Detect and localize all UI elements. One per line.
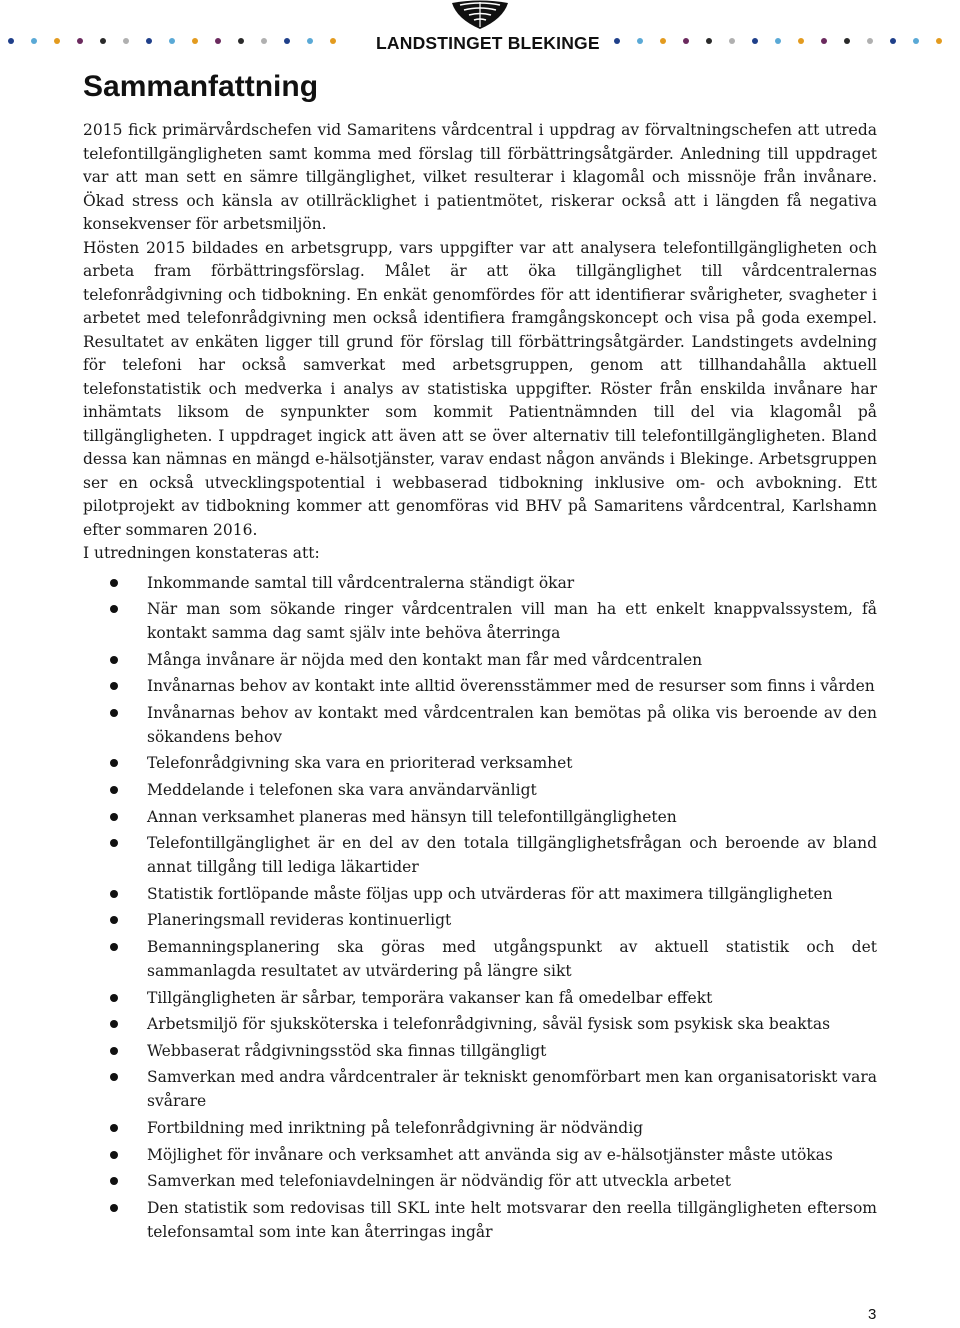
decorative-dots-left [0,38,360,50]
decorative-dot [936,38,942,44]
decorative-dot [123,38,129,44]
finding-item [83,1116,877,1140]
finding-item [83,1169,877,1193]
decorative-dot [330,38,336,44]
bullet-icon [110,1124,118,1132]
finding-text: Samverkan med andra vårdcentraler är tekniskt genomförbart men kan organisatoriskt vara svårare [147,1068,877,1111]
paragraph-work-group: Hösten 2015 bildades en arbetsgrupp, vars uppgifter var att analysera telefontillgängligheten och arbeta fram förbättringsförslag. Målet är att öka tillgänglighet till vårdcentralernas telefonrådgivning och tidbokning. En enkät genomfördes för att identifierar svårigheter, svagheter i arbetet med telefonrådgivning men också identifiera framgångskoncept och visa på goda exempel. Resultatet av enkäten ligger till grund för förslag till förbättringsåtgärder. Landstingets avdelning för telefoni har också samverkat med arbetsgruppen, genom att tillhandahålla aktuell telefonstatistik och medverka i analys av statistiska uppgifter. Röster från enskilda invånare har inhämtats liksom de synpunkter som kommit Patientnämnden till del via klagomål på tillgängligheten. I uppdraget ingick att även att se över alternativ till telefontillgängligheten. Bland dessa kan nämnas en mängd e-hälsotjänster, varav endast någon används i Blekinge. Arbetsgruppen ser en också utvecklingspotential i webbaserad tidbokning inklusive om- och avbokning. Ett pilotprojekt av tidbokning kommer att genomföras vid BHV på Samaritens vårdcentral, Karlshamn efter sommaren 2016. [83,238,877,539]
page-title: Sammanfattning [83,70,319,103]
decorative-dot [844,38,850,44]
paragraph-background: 2015 fick primärvårdschefen vid Samaritens vårdcentral i uppdrag av förvaltningschefen att utreda telefontillgängligheten samt komma med förslag till förbättringsåtgärder. Anledning till uppdraget var att man sett en sämre tillgänglighet, vilket resulterar i klagomål och missnöje från invånare. Ökad stress och känsla av otillräcklighet i patientmötet, riskerar också att i längden få negativa konsekvenser för arbetsmiljön. [83,121,877,233]
bullet-icon [110,1177,118,1185]
finding-text: Den statistik som redovisas till SKL inte helt motsvarar den reella tillgängligheten eftersom telefonsamtal som inte kan återringas ingår [147,1198,877,1241]
finding-text: Annan verksamhet planeras med hänsyn till telefontillgängligheten [147,807,677,826]
bullet-icon [110,1073,118,1081]
decorative-dot [77,38,83,44]
bullet-icon [110,1047,118,1055]
finding-text: Invånarnas behov av kontakt inte alltid överensstämmer med de resurser som finns i vården [147,677,875,696]
finding-item [83,935,877,983]
page-number: 3 [868,1306,877,1323]
bullet-icon [110,1151,118,1159]
decorative-dot [238,38,244,44]
decorative-dot [637,38,643,44]
decorative-dots-right [600,38,960,50]
ship-hull-logo-icon [450,0,510,30]
bullet-icon [110,605,118,613]
finding-text: Arbetsmiljö för sjuksköterska i telefonrådgivning, såväl fysisk som psykisk ska beaktas [147,1015,831,1034]
decorative-dot [8,38,14,44]
finding-item [83,1143,877,1167]
finding-text: Invånarnas behov av kontakt med vårdcentralen kan bemötas på olika vis beroende av den sökandens behov [147,703,877,746]
finding-text: Bemanningsplanering ska göras med utgångspunkt av aktuell statistik och det sammanlagda resultatet av utvärdering på längre sikt [147,938,877,981]
decorative-dot [146,38,152,44]
finding-item [83,597,877,645]
bullet-icon [110,813,118,821]
finding-item [83,986,877,1010]
organization-name: LANDSTINGET BLEKINGE [376,33,600,53]
bullet-icon [110,682,118,690]
decorative-dot [100,38,106,44]
document-body [83,119,877,1246]
finding-text: Tillgängligheten är sårbar, temporära vakanser kan få omedelbar effekt [147,988,713,1007]
decorative-dot [215,38,221,44]
finding-item [83,908,877,932]
finding-text: Planeringsmall revideras kontinuerligt [147,911,452,930]
decorative-dot [752,38,758,44]
finding-text: Många invånare är nöjda med den kontakt man får med vårdcentralen [147,650,703,669]
bullet-icon [110,1020,118,1028]
finding-item [83,831,877,879]
finding-text: Inkommande samtal till vårdcentralerna ständigt ökar [147,573,575,592]
finding-item [83,751,877,775]
decorative-dot [798,38,804,44]
decorative-dot [31,38,37,44]
decorative-dot [284,38,290,44]
finding-text: Meddelande i telefonen ska vara användarvänligt [147,781,537,800]
finding-item [83,571,877,595]
finding-text: Webbaserat rådgivningsstöd ska finnas tillgängligt [147,1041,547,1060]
page-header [0,0,960,60]
decorative-dot [261,38,267,44]
decorative-dot [775,38,781,44]
bullet-icon [110,579,118,587]
finding-item [83,648,877,672]
finding-item [83,778,877,802]
decorative-dot [683,38,689,44]
bullet-icon [110,759,118,767]
decorative-dot [307,38,313,44]
paragraph-findings-intro: I utredningen konstateras att: [83,544,320,562]
decorative-dot [706,38,712,44]
finding-text: Samverkan med telefoniavdelningen är nödvändig för att utveckla arbetet [147,1172,731,1191]
bullet-icon [110,943,118,951]
bullet-icon [110,890,118,898]
decorative-dot [660,38,666,44]
bullet-icon [110,786,118,794]
decorative-dot [169,38,175,44]
finding-item [83,701,877,749]
decorative-dot [867,38,873,44]
finding-item [83,674,877,698]
decorative-dot [821,38,827,44]
finding-text: Statistik fortlöpande måste följas upp och utvärderas för att maximera tillgängligheten [147,884,833,903]
decorative-dot [54,38,60,44]
bullet-icon [110,656,118,664]
finding-text: Möjlighet för invånare och verksamhet att använda sig av e-hälsotjänster måste utökas [147,1145,833,1164]
bullet-icon [110,839,118,847]
organization-logo [376,0,600,55]
finding-text: Fortbildning med inriktning på telefonrådgivning är nödvändig [147,1119,644,1137]
bullet-icon [110,916,118,924]
bullet-icon [110,994,118,1002]
decorative-dot [614,38,620,44]
findings-list [83,571,877,1244]
finding-text: Telefonrådgivning ska vara en prioriterad verksamhet [147,754,573,773]
decorative-dot [192,38,198,44]
finding-item [83,1012,877,1036]
bullet-icon [110,1204,118,1212]
finding-text: Telefontillgänglighet är en del av den totala tillgänglighetsfrågan och beroende av bland annat tillgång till lediga läkartider [147,834,877,877]
decorative-dot [890,38,896,44]
decorative-dot [729,38,735,44]
decorative-dot [913,38,919,44]
finding-item [83,1196,877,1244]
finding-text: När man som sökande ringer vårdcentralen vill man ha ett enkelt knappvalssystem, få kontakt samma dag samt själv inte behöva återringa [147,600,877,643]
finding-item [83,1039,877,1063]
bullet-icon [110,709,118,717]
finding-item [83,805,877,829]
finding-item [83,882,877,906]
finding-item [83,1065,877,1113]
